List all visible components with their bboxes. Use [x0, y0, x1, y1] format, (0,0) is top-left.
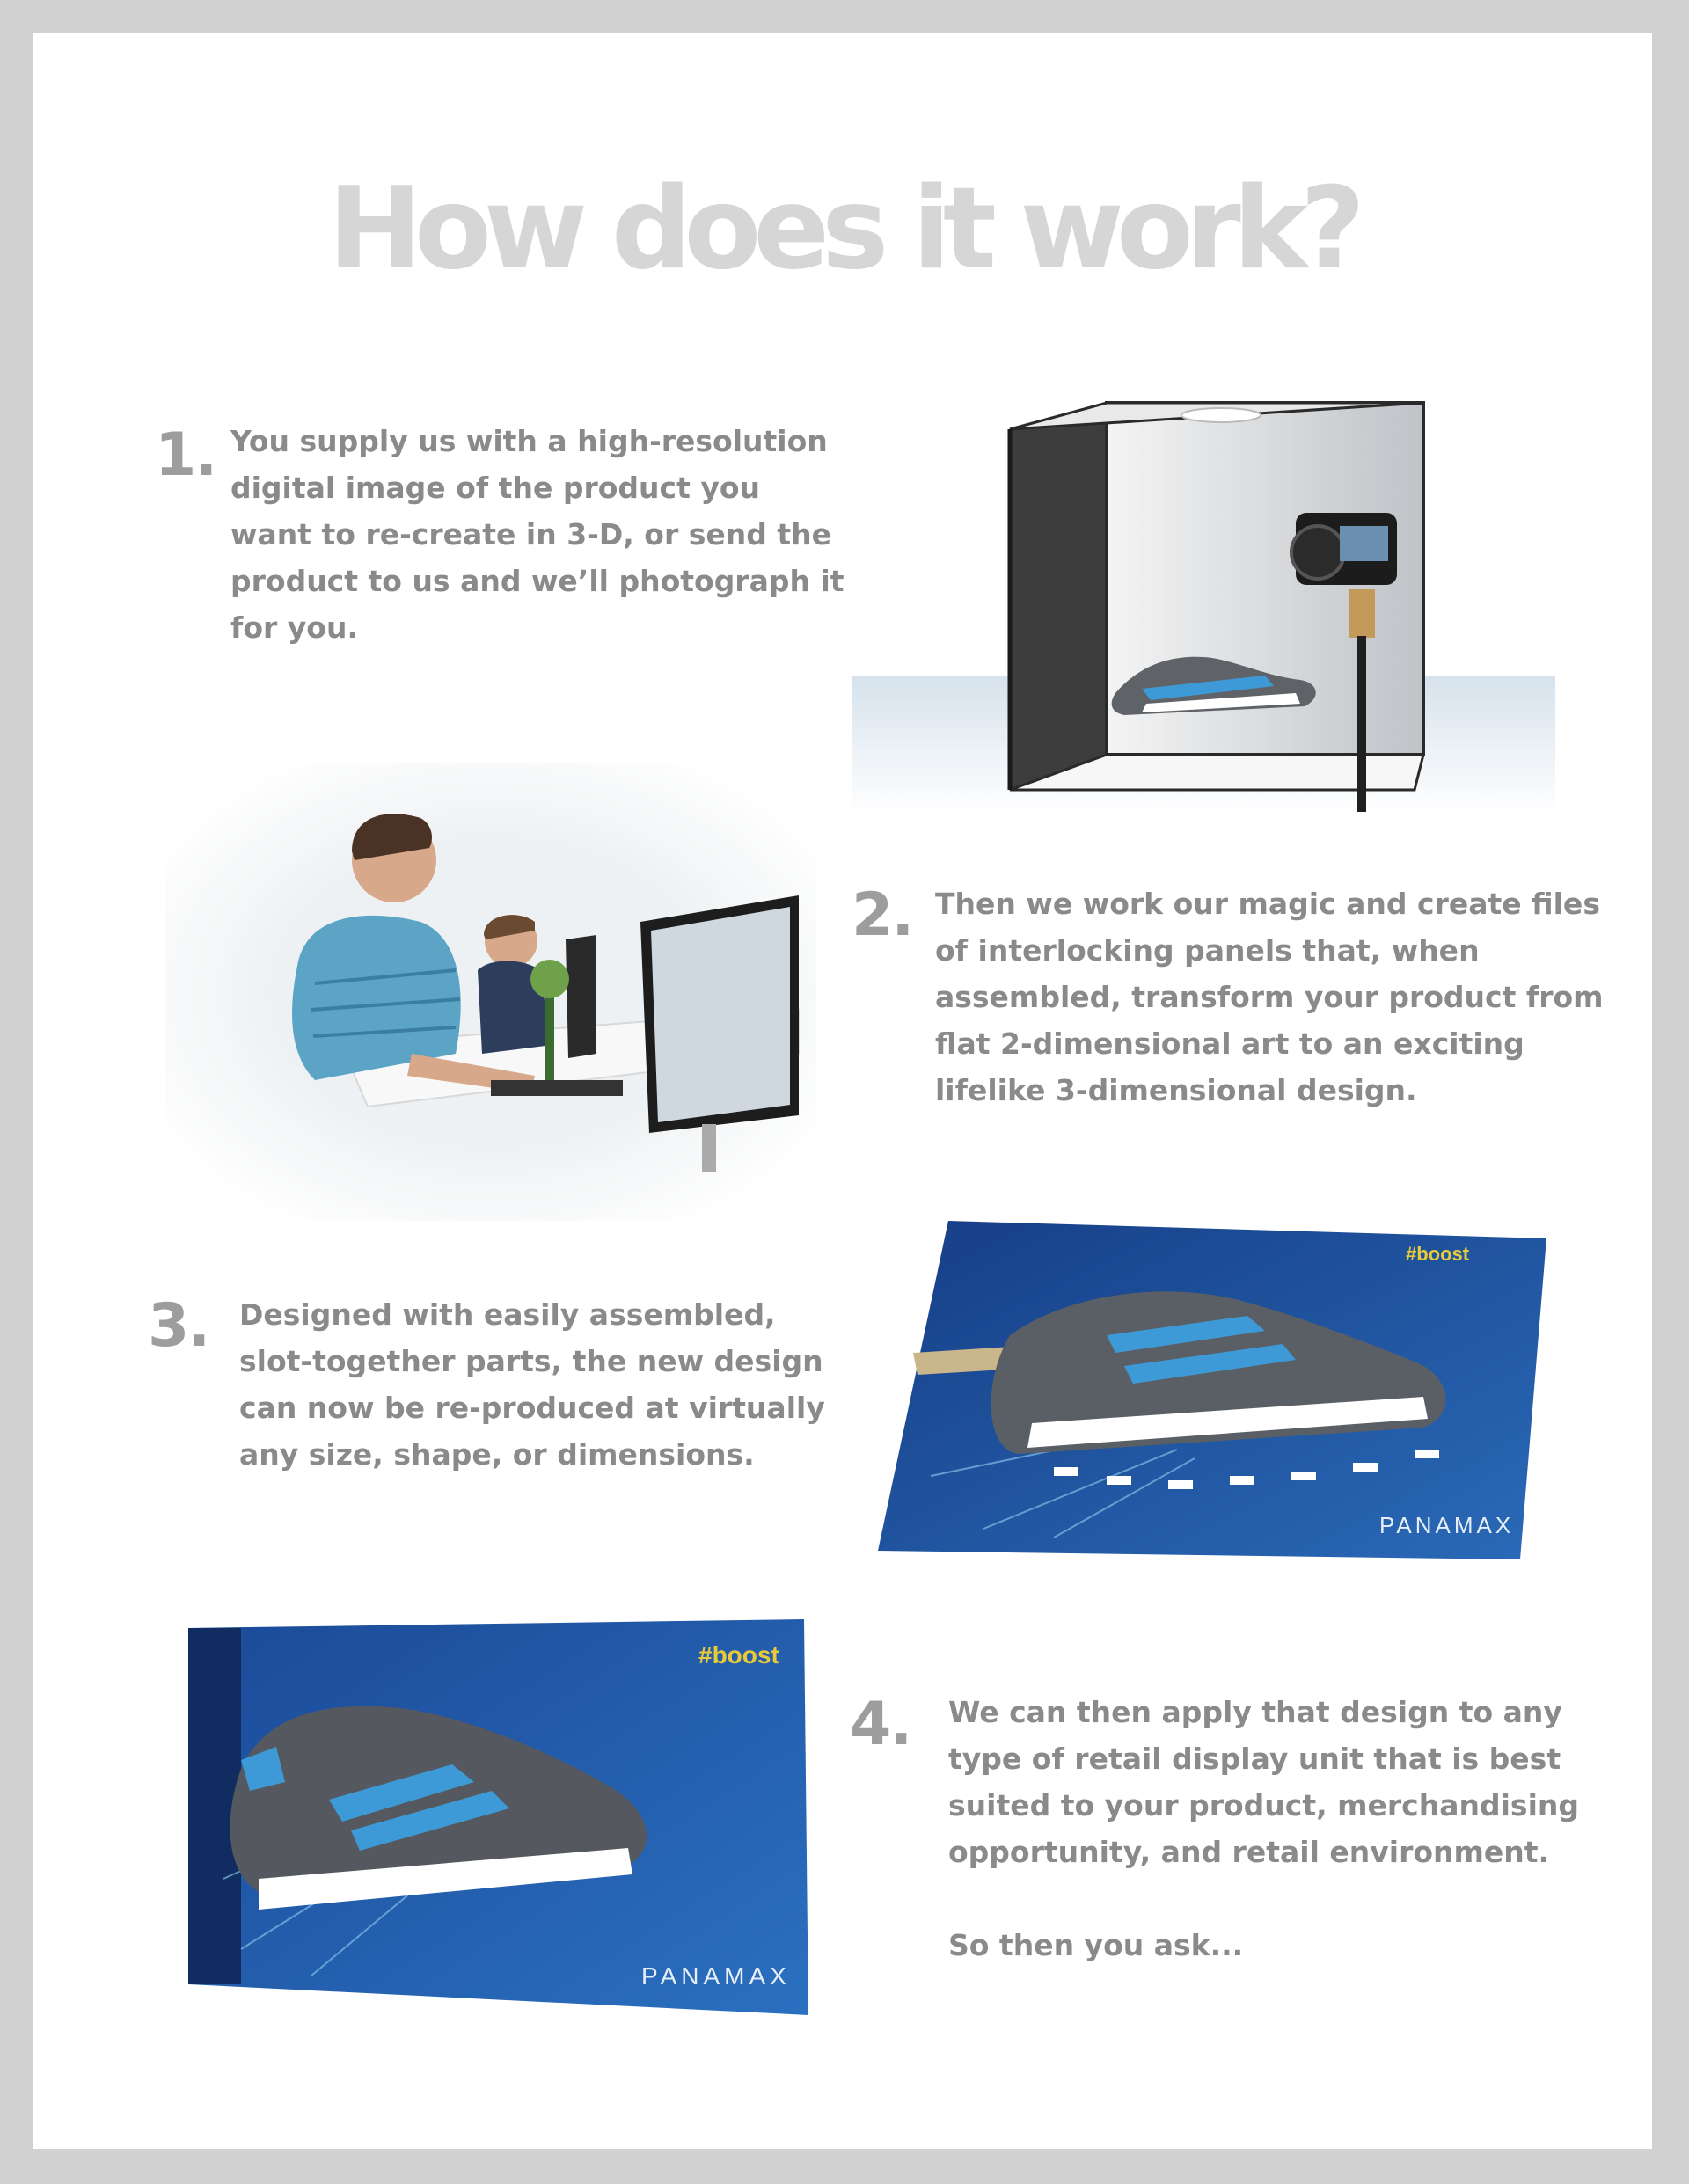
step-3-hashtag: #boost [1406, 1243, 1470, 1265]
step-1-text [230, 418, 846, 651]
step-4-hashtag: #boost [698, 1641, 779, 1669]
step-2-image [165, 763, 816, 1221]
step-2-number: 2. [852, 880, 913, 950]
closing-line: So then you ask... [948, 1928, 1244, 1962]
step-3-image [878, 1212, 1564, 1581]
step-3-number: 3. [148, 1291, 209, 1361]
step-3-paragraph: Designed with easily assembled, slot-together parts, the new design can now be re-produced at virtually any size, shape, or dimensions. [239, 1297, 825, 1472]
step-1-paragraph: You supply us with a high-resolution digital image of the product you want to re-create in 3-D, or send the product to us and we’ll photograph it for you. [230, 424, 844, 645]
designers-at-computers-icon [165, 763, 816, 1221]
step-3-text [239, 1291, 855, 1478]
step-4-paragraph: We can then apply that design to any type of retail display unit that is best suited to your product, merchandising opportunity, and retail environment. [948, 1695, 1579, 1869]
step-4-image [188, 1615, 813, 2028]
page [33, 33, 1652, 2149]
step-2-text [935, 880, 1604, 1114]
step-4-brand: PANAMAX [641, 1962, 791, 1990]
step-2-paragraph: Then we work our magic and create files of interlocking panels that, when assembled, transform your product from flat 2-dimensional art to an exciting lifelike 3-dimensional design. [935, 887, 1604, 1107]
retail-display-board-icon [188, 1615, 813, 2028]
3d-shoe-panel-display-icon [878, 1212, 1564, 1581]
step-3-brand: PANAMAX [1379, 1512, 1515, 1538]
step-4-number: 4. [850, 1690, 911, 1759]
step-1-number: 1. [155, 420, 216, 490]
step-1-image [852, 359, 1555, 816]
photo-lightbox-camera-icon [852, 359, 1555, 816]
step-4-text [948, 1689, 1617, 1969]
page-title: How does it work? [327, 164, 1358, 295]
